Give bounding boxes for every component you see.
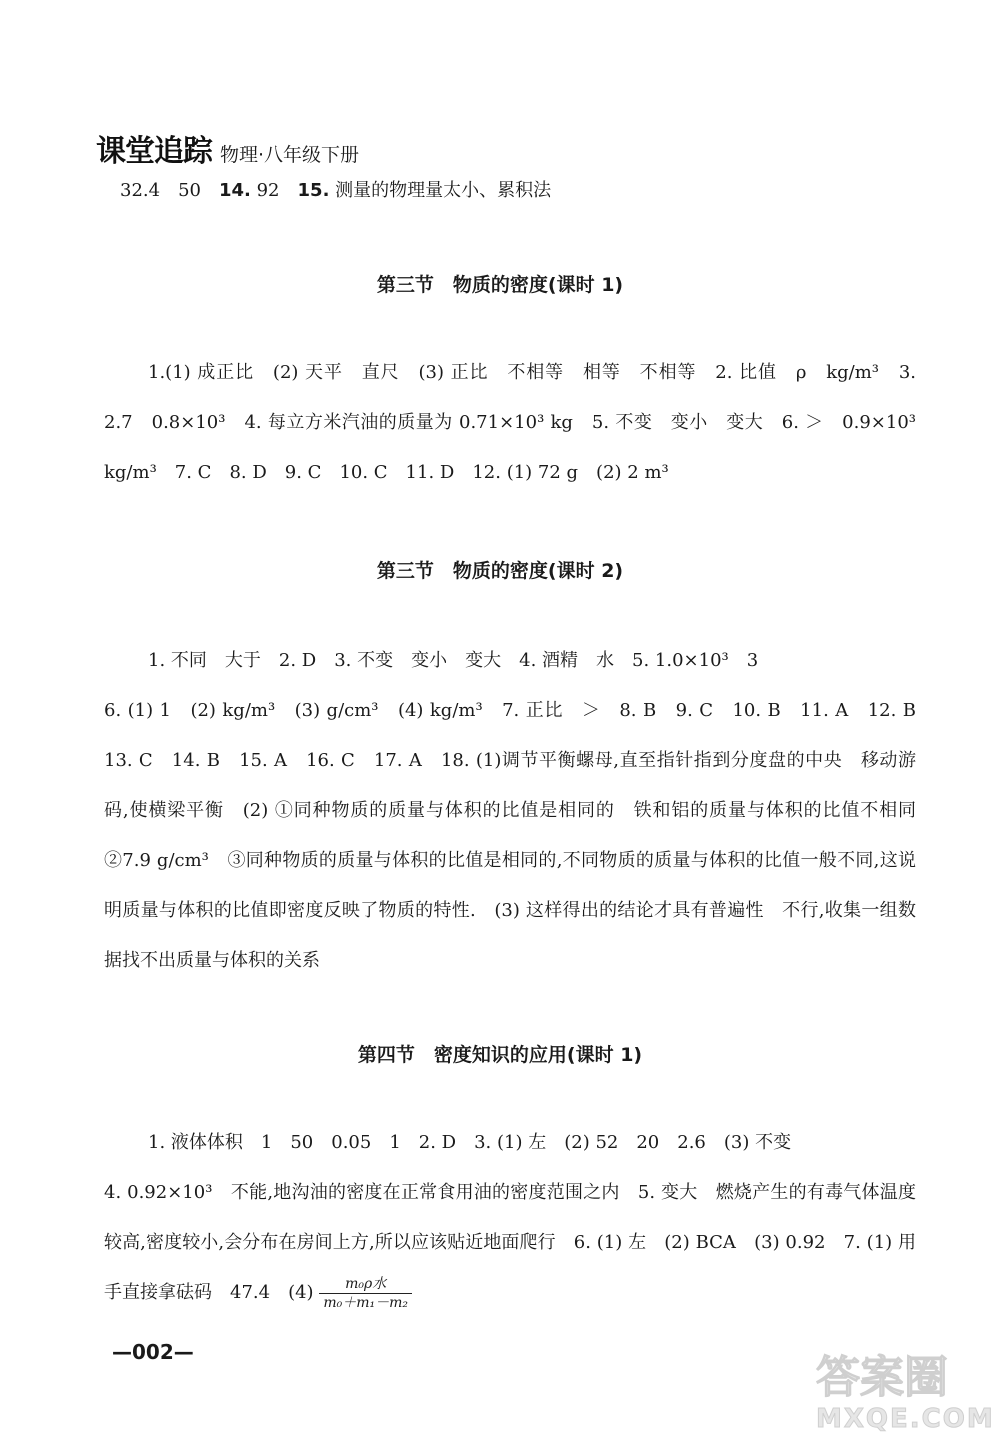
subject-label: 物理·八年级下册 <box>220 144 360 166</box>
book-header <box>96 126 359 170</box>
section-answers-3a: 1. 液体体积 1 50 0.05 1 2. D 3. (1) 左 (2) 52 20 2.6 (3) 不变 <box>148 1132 792 1153</box>
section-answers-1: 1.(1) 成正比 (2) 天平 直尺 (3) 正比 不相等 相等 不相等 2. 比值 ρ kg/m³ 3. 2.7 0.8×10³ 4. 每立方米汽油的质量为 0.71×10³ kg 5. 不变 变小 变大 6. ＞ 0.9×10³ kg/m³ 7. C 8. D 9. C 10. C 11. D 12. (1) 72 g (2) 2 m³ <box>104 362 916 483</box>
fraction-numerator: m₀ρ水 <box>319 1275 412 1294</box>
section-title-3: 第四节 密度知识的应用(课时 1) <box>357 1044 643 1066</box>
fraction-formula <box>319 1275 412 1312</box>
section-title-2: 第三节 物质的密度(课时 2) <box>376 560 624 582</box>
brand-logo: 课堂追踪 <box>96 134 212 169</box>
section-title-1: 第三节 物质的密度(课时 1) <box>376 274 624 296</box>
watermark-title: 答案圈 <box>816 1352 948 1403</box>
page-number: —002— <box>112 1340 194 1364</box>
answer-line-continued: 32.4 50 14. 92 15. 测量的物理量太小、累积法 <box>120 180 552 201</box>
section-answers-3b: 4. 0.92×10³ 不能,地沟油的密度在正常食用油的密度范围之内 5. 变大 燃烧产生的有毒气体温度较高,密度较小,会分布在房间上方,所以应该贴近地面爬行 6. (1) 左 (2) BCA (3) 0.92 7. (1) 用手直接拿砝码 47.4 (4) $\frac{\text{m₀ρ水}}{\text{m₀＋m₁－m₂}}$ <box>104 1182 916 1311</box>
watermark-url: MXQE.COM <box>816 1404 995 1434</box>
fraction-denominator: m₀＋m₁－m₂ <box>323 1294 408 1311</box>
section-answers-2b: 6. (1) 1 (2) kg/m³ (3) g/cm³ (4) kg/m³ 7. 正比 ＞ 8. B 9. C 10. B 11. A 12. B 13. C 14. B 15. A 16. C 17. A 18. (1)调节平衡螺母,直至指针指到分度盘的中央 移动游码,使横梁平衡 (2) ①同种物质的质量与体积的比值是相同的 铁和铝的质量与体积的比值不相同 ②7.9 g/cm³ ③同种物质的质量与体积的比值是相同的,不同物质的质量与体积的比值一般不同,这说明质量与体积的比值即密度反映了物质的特性. (3) 这样得出的结论才具有普遍性 不行,收集一组数据找不出质量与体积的关系 <box>104 700 934 971</box>
section-answers-2a: 1. 不同 大于 2. D 3. 不变 变小 变大 4. 酒精 水 5. 1.0×10³ 3 <box>148 650 759 671</box>
watermark-logo <box>816 1352 995 1442</box>
